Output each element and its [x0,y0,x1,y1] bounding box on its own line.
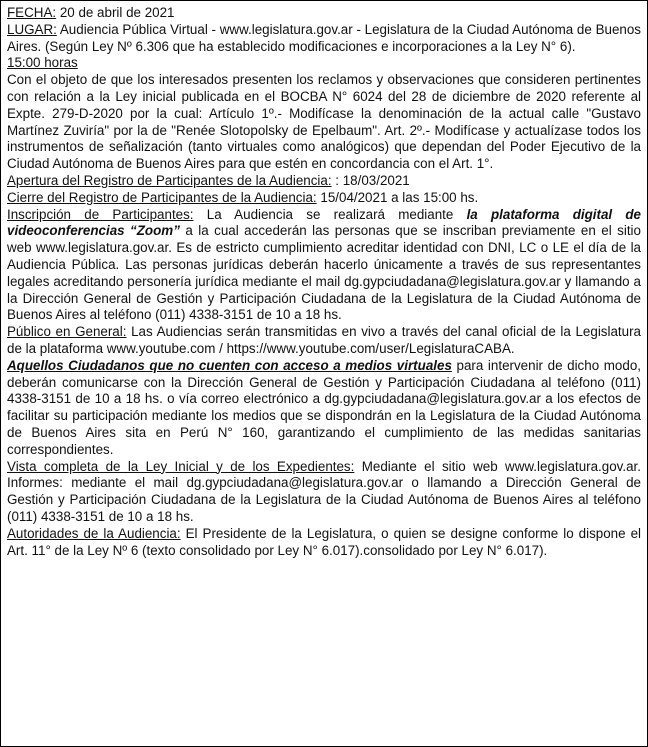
publico-paragraph [7,324,641,358]
vista-paragraph [7,459,641,526]
publico-text: Las Audiencias serán transmitidas en vivo a través del canal oficial de la Legislatura de la plataforma www.youtube.com / https://www.youtube.com/user/LegislaturaCABA. [7,324,641,356]
objeto-paragraph [7,72,641,173]
inscripcion-text-1: La Audiencia se realizará mediante [193,206,467,222]
apertura-value: : 18/03/2021 [331,172,410,188]
fecha-value: 20 de abril de 2021 [56,5,175,20]
objeto-text: Con el objeto de que los interesados presenten los reclamos y observaciones que consideren pertinentes con relación a la Ley inicial publicada en el BOCBA N° 6024 del 28 de diciembre de 2020 referente al Expte. 279-D-2020 por la cual: Artículo 1º.- Modifícase la denominación de la actual calle "Gustavo Martínez Zuviría" por la de "Renée Slotopolsky de Epelbaum". Art. 2º.- Modifícase y actualízase todos los instrumentos de señalización (tanto virtuales como analógicos) que dependan del Poder Ejecutivo de la Ciudad Autónoma de Buenos Aires para que estén en concordancia con el Art. 1°. [7,72,641,172]
inscripcion-label: Inscripción de Participantes: [7,206,194,222]
hora-label: 15:00 horas [7,55,78,71]
autoridades-label: Autoridades de la Audiencia: [7,525,181,541]
lugar-value: Audiencia Pública Virtual - www.legislatura.gov.ar - Legislatura de la Ciudad Autónoma de Buenos Aires. (Según Ley Nº 6.306 que ha establecido modificaciones e incorporaciones a la Ley N° 6). [7,21,641,54]
lugar-label: LUGAR: [7,21,57,37]
hora-line [7,55,641,72]
cierre-line [7,190,641,207]
apertura-line [7,173,641,190]
cierre-label: Cierre del Registro de Participantes de la Audiencia: [7,189,317,205]
autoridades-paragraph [7,526,641,560]
ciudadanos-label: Aquellos Ciudadanos que no cuenten con acceso a medios virtuales [7,357,452,373]
publico-label: Público en General: [7,324,127,340]
inscripcion-paragraph [7,207,641,325]
apertura-label: Apertura del Registro de Participantes de la Audiencia: [7,172,332,188]
inscripcion-text-2: a la cual accederán las personas que se inscriban previamente en el sitio web www.legislatura.gov.ar. Es de estricto cumplimiento acreditar identidad con DNI, LC o LE el día de la Audiencia Pública. Las personas jurídicas deberán hacerlo únicamente a través de sus representantes legales acreditando personería jurídica mediante el mail dg.gypciudadana@legislatura.gov.ar y llamando a la Dirección General de Gestión y Participación Ciudadana de la Legislatura de la Ciudad Autónoma de Buenos Aires al teléfono (011) 4338-3151 de 10 a 18 hs. [7,223,641,323]
lugar-paragraph [7,22,641,56]
vista-text: Mediante el sitio web www.legislatura.gov.ar. Informes: mediante el mail dg.gypciudadana@legislatura.gov.ar o llamando a Dirección General de Gestión y Participación Ciudadana de la Legislatura de la Ciudad Autónoma de Buenos Aires al teléfono (011) 4338-3151 de 10 a 18 hs. [7,458,641,524]
inscripcion-emphasis: la plataforma digital de videoconferencias “Zoom” [7,206,642,239]
cierre-value: 15/04/2021 a las 15:00 hs. [316,189,479,205]
ciudadanos-paragraph [7,358,641,459]
fecha-line [7,5,641,22]
autoridades-text: El Presidente de la Legislatura, o quien se designe conforme lo dispone el Art. 11° de la Ley Nº 6 (texto consolidado por Ley N° 6.017).consolidado por Ley N° 6.017). [7,525,641,558]
ciudadanos-text: para intervenir de dicho modo, deberán comunicarse con la Dirección General de Gestión y Participación Ciudadana al teléfono (011) 4338-3151 de 10 a 18 hs. o vía correo electrónico a dg.gypciudadana@legislatura.gov.ar a los efectos de facilitar su participación mediante los medios que se dispondrán en la Legislatura de la Ciudad Autónoma de Buenos Aires sita en Perú N° 160, garantizando el cumplimiento de las medidas sanitarias correspondientes. [7,357,641,457]
fecha-label: FECHA: [7,5,57,20]
vista-label: Vista completa de la Ley Inicial y de los Expedientes: [7,458,355,474]
